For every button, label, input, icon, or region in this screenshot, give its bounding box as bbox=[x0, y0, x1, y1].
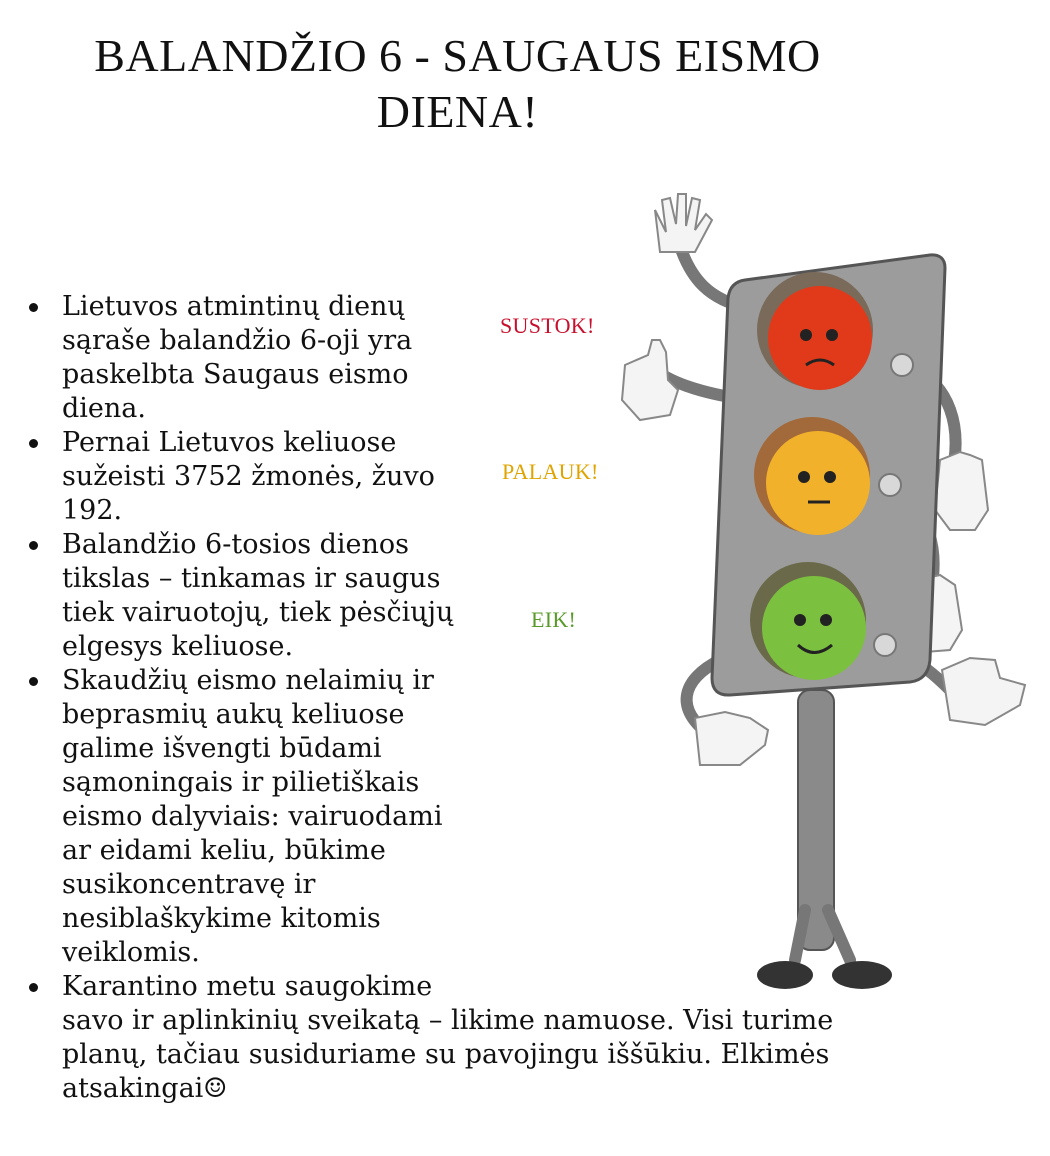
left-shoe bbox=[757, 961, 813, 989]
glove-icon bbox=[935, 452, 988, 530]
wait-label: PALAUK! bbox=[502, 459, 599, 484]
list-item: Balandžio 6-tosios dienos tikslas – tinkamas ir saugus tiek vairuotojų, tiek pėsčiųjų elgesys keliuose. bbox=[0, 528, 1000, 664]
glove-icon bbox=[655, 194, 712, 252]
go-label: EIK! bbox=[531, 607, 577, 632]
list-item: Karantino metu saugokime savo ir aplinkinių sveikatą – likime namuose. Visi turime planų, tačiau susiduriame su pavojingu iššūkiu. Elkimės atsakingai☺ bbox=[0, 970, 1000, 1106]
list-item: Lietuvos atmintinų dienų sąraše balandžio 6-oji yra paskelbta Saugaus eismo diena. bbox=[0, 290, 1000, 426]
joint bbox=[874, 634, 896, 656]
joint bbox=[879, 474, 901, 496]
joint bbox=[891, 354, 913, 376]
right-shoe bbox=[832, 961, 892, 989]
glove-icon bbox=[942, 658, 1025, 725]
title-line-2: DIENA! bbox=[376, 86, 539, 137]
title-line-1: BALANDŽIO 6 - SAUGAUS EISMO bbox=[94, 30, 821, 81]
left-leg bbox=[795, 910, 805, 960]
list-item: Skaudžių eismo nelaimių ir beprasmių aukų keliuose galime išvengti būdami sąmoningais ir pilietiškais eismo dalyviais: vairuodami ar eidami keliu, būkime susikoncentravę ir nesiblaškykime kitomis veiklomis. bbox=[0, 664, 1000, 970]
stop-label: SUSTOK! bbox=[500, 313, 595, 338]
glove-icon bbox=[695, 712, 768, 765]
traffic-light-illustration bbox=[600, 190, 1040, 1020]
page-title bbox=[40, 28, 875, 140]
list-item: Pernai Lietuvos keliuose sužeisti 3752 žmonės, žuvo 192. bbox=[0, 426, 1000, 528]
